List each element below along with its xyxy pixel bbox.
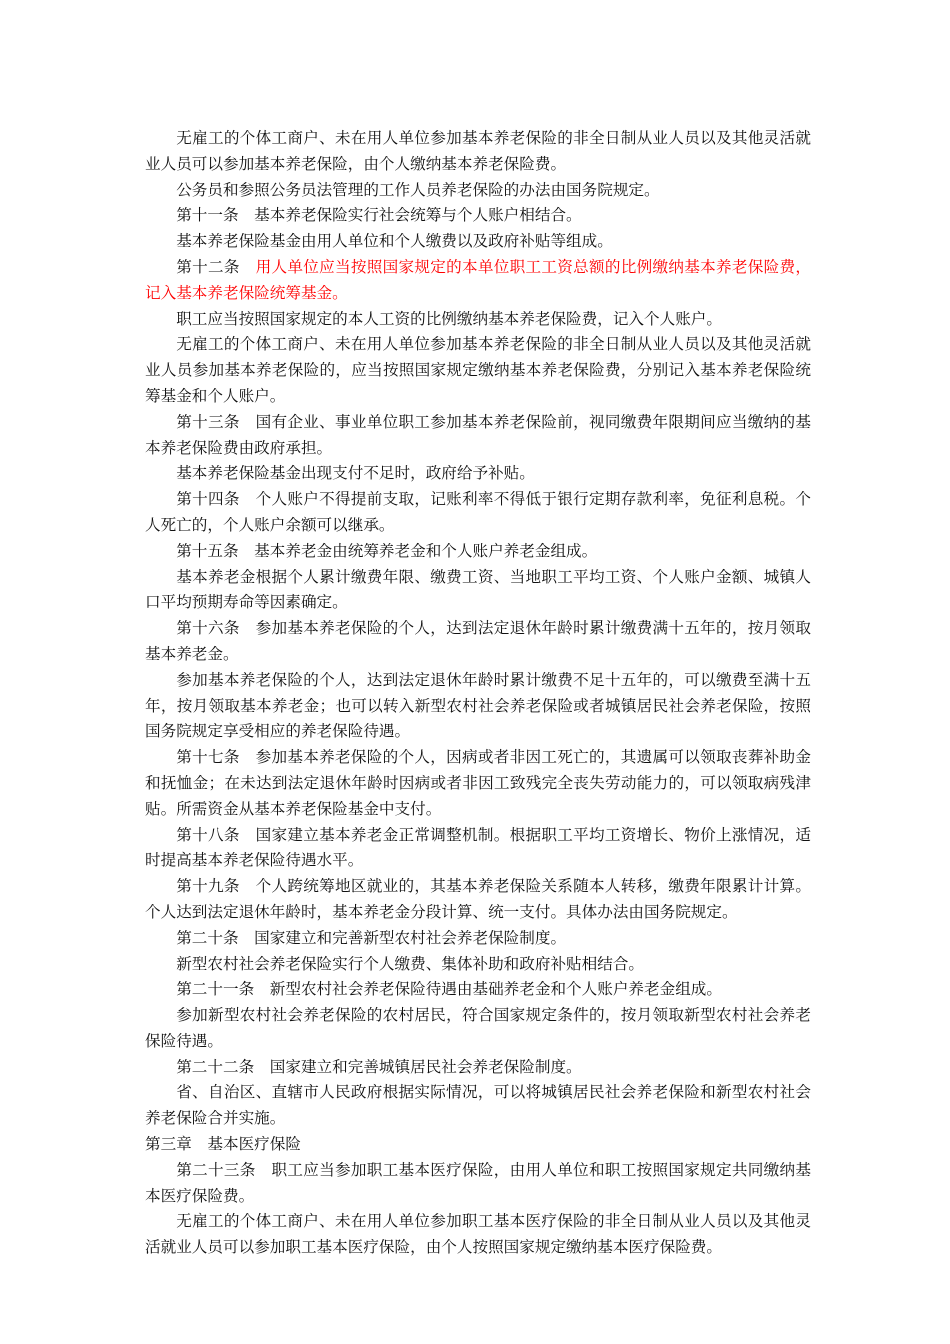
paragraph: 第十一条 基本养老保险实行社会统筹与个人账户相结合。 — [176, 206, 582, 225]
paragraph: 无雇工的个体工商户、未在用人单位参加基本养老保险的非全日制从业人员以及其他灵活就业人员可以参加基本养老保险，由个人缴纳基本养老保险费。 — [145, 129, 811, 173]
paragraph: 基本养老保险基金出现支付不足时，政府给予补贴。 — [176, 464, 535, 483]
article-12-paragraph — [145, 255, 811, 307]
article-12-highlighted-text: 用人单位应当按照国家规定的本单位职工工资总额的比例缴纳基本养老保险费，记入基本养老保险统筹基金。 — [145, 257, 811, 302]
paragraph: 职工应当按照国家规定的本人工资的比例缴纳基本养老保险费，记入个人账户。 — [176, 309, 722, 328]
paragraph: 基本养老金根据个人累计缴费年限、缴费工资、当地职工平均工资、个人账户金额、城镇人口平均预期寿命等因素确定。 — [145, 567, 811, 612]
paragraph: 第十四条 个人账户不得提前支取，记账利率不得低于银行定期存款利率，免征利息税。个人死亡的，个人账户余额可以继承。 — [145, 490, 811, 534]
chapter-heading: 第三章 基本医疗保险 — [145, 1135, 301, 1154]
paragraph: 无雇工的个体工商户、未在用人单位参加基本养老保险的非全日制从业人员以及其他灵活就业人员参加基本养老保险的，应当按照国家规定缴纳基本养老保险费，分别记入基本养老保险统筹基金和个人账户。 — [145, 335, 811, 405]
paragraph: 省、自治区、直辖市人民政府根据实际情况，可以将城镇居民社会养老保险和新型农村社会养老保险合并实施。 — [145, 1083, 811, 1128]
paragraph: 参加新型农村社会养老保险的农村居民，符合国家规定条件的，按月领取新型农村社会养老保险待遇。 — [145, 1006, 811, 1050]
paragraph: 第二十一条 新型农村社会养老保险待遇由基础养老金和个人账户养老金组成。 — [176, 980, 722, 999]
paragraph: 参加基本养老保险的个人，达到法定退休年龄时累计缴费不足十五年的，可以缴费至满十五年，按月领取基本养老金；也可以转入新型农村社会养老保险或者城镇居民社会养老保险，按照国务院规定享受相应的养老保险待遇。 — [145, 670, 811, 741]
paragraph: 第十七条 参加基本养老保险的个人，因病或者非因工死亡的，其遗属可以领取丧葬补助金和抚恤金；在未达到法定退休年龄时因病或者非因工致残完全丧失劳动能力的，可以领取病残津贴。所需资金从基本养老保险基金中支付。 — [145, 748, 811, 818]
paragraph: 基本养老保险基金由用人单位和个人缴费以及政府补贴等组成。 — [176, 232, 613, 251]
paragraph: 新型农村社会养老保险实行个人缴费、集体补助和政府补贴相结合。 — [176, 954, 645, 973]
paragraph: 第十八条 国家建立基本养老金正常调整机制。根据职工平均工资增长、物价上涨情况，适时提高基本养老保险待遇水平。 — [145, 825, 811, 870]
paragraph: 第二十二条 国家建立和完善城镇居民社会养老保险制度。 — [176, 1057, 582, 1076]
paragraph: 公务员和参照公务员法管理的工作人员养老保险的办法由国务院规定。 — [176, 180, 660, 199]
paragraph: 第十六条 参加基本养老保险的个人，达到法定退休年龄时累计缴费满十五年的，按月领取基本养老金。 — [145, 619, 811, 663]
paragraph: 第十五条 基本养老金由统筹养老金和个人账户养老金组成。 — [176, 541, 598, 560]
paragraph: 第二十三条 职工应当参加职工基本医疗保险，由用人单位和职工按照国家规定共同缴纳基本医疗保险费。 — [145, 1160, 811, 1205]
article-12-label: 第十二条 — [176, 257, 256, 276]
paragraph: 第十三条 国有企业、事业单位职工参加基本养老保险前，视同缴费年限期间应当缴纳的基本养老保险费由政府承担。 — [145, 412, 811, 457]
paragraph: 第十九条 个人跨统筹地区就业的，其基本养老保险关系随本人转移，缴费年限累计计算。个人达到法定退休年龄时，基本养老金分段计算、统一支付。具体办法由国务院规定。 — [145, 877, 811, 921]
paragraph: 第二十条 国家建立和完善新型农村社会养老保险制度。 — [176, 928, 567, 947]
document-body — [145, 126, 811, 1261]
paragraph: 无雇工的个体工商户、未在用人单位参加职工基本医疗保险的非全日制从业人员以及其他灵活就业人员可以参加职工基本医疗保险，由个人按照国家规定缴纳基本医疗保险费。 — [145, 1212, 811, 1257]
